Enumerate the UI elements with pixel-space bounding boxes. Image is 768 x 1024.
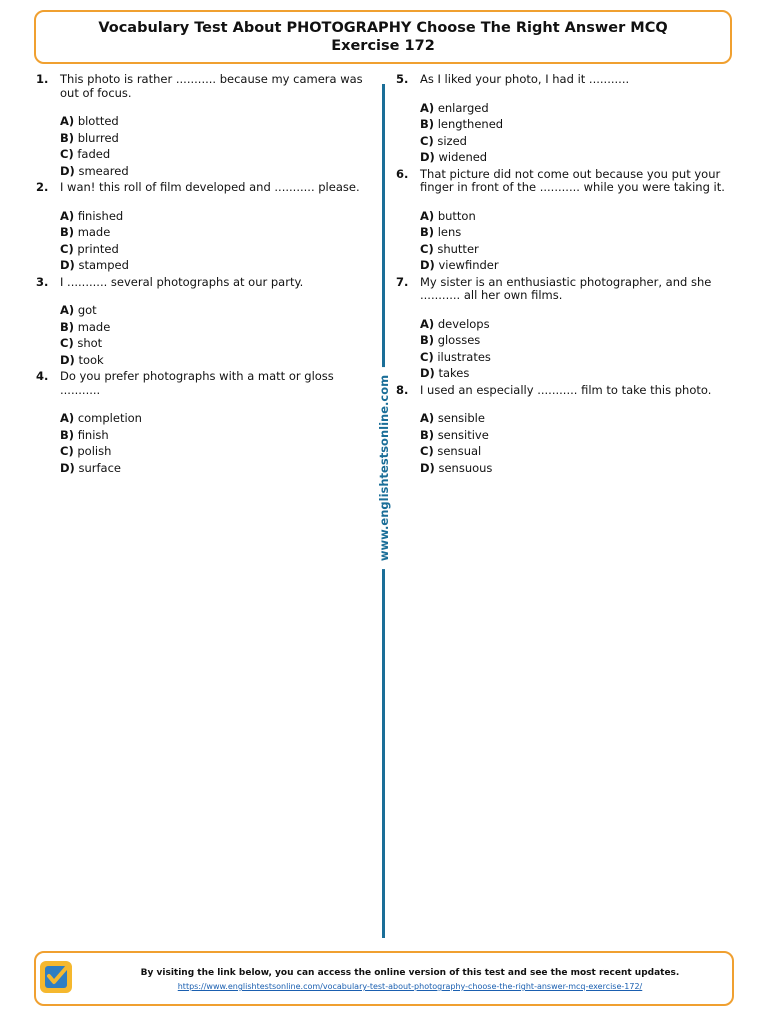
- option[interactable]: [60, 302, 372, 319]
- option-label: B): [420, 225, 435, 239]
- question-number: 7.: [396, 274, 409, 289]
- option-text: made: [77, 225, 111, 239]
- option[interactable]: [420, 427, 736, 444]
- question-number: 6.: [396, 166, 409, 181]
- page-subtitle: Exercise 172: [331, 38, 435, 54]
- option-text: blurred: [77, 130, 119, 145]
- question-number: 5.: [396, 72, 409, 86]
- option-text: took: [78, 352, 104, 367]
- option-label: A): [60, 114, 75, 128]
- options-list: [420, 410, 736, 476]
- option[interactable]: [420, 224, 736, 241]
- option[interactable]: [60, 130, 372, 147]
- option[interactable]: [60, 257, 372, 274]
- question-text: I used an especially ........... film to take this photo.: [420, 382, 712, 397]
- option[interactable]: [60, 163, 372, 180]
- option-label: A): [420, 316, 435, 331]
- question: [36, 181, 372, 274]
- option-text: sized: [437, 133, 467, 148]
- option-label: C): [420, 133, 434, 148]
- option-text: blotted: [77, 114, 119, 128]
- option[interactable]: [60, 460, 372, 477]
- option-text: faded: [77, 147, 111, 161]
- option-text: takes: [438, 366, 470, 380]
- option-text: enlarged: [437, 100, 489, 115]
- option-label: C): [60, 336, 74, 350]
- question: [396, 168, 736, 274]
- question: [396, 276, 736, 382]
- option[interactable]: [420, 443, 736, 460]
- option-label: D): [420, 460, 435, 475]
- option-label: D): [420, 150, 435, 164]
- question-text: This photo is rather ........... because my camera was out of focus.: [60, 72, 363, 100]
- question-number: 2.: [36, 180, 49, 194]
- question: [36, 370, 372, 476]
- options-list: [60, 208, 372, 274]
- option-label: B): [420, 117, 435, 131]
- option[interactable]: [60, 241, 372, 258]
- option[interactable]: [60, 352, 372, 369]
- option[interactable]: [420, 257, 736, 274]
- site-watermark: www.englishtestsonline.com: [377, 367, 391, 569]
- option[interactable]: [60, 146, 372, 163]
- option-label: C): [60, 241, 74, 256]
- option-label: A): [420, 411, 435, 425]
- option-text: surface: [78, 460, 121, 475]
- question: [36, 276, 372, 369]
- option-label: D): [60, 460, 75, 475]
- question-text: As I liked your photo, I had it ...........: [420, 72, 630, 86]
- option[interactable]: [60, 224, 372, 241]
- option-text: printed: [77, 241, 119, 256]
- option-label: B): [60, 130, 75, 145]
- option[interactable]: [420, 349, 736, 366]
- options-list: [60, 410, 372, 476]
- option[interactable]: [420, 149, 736, 166]
- question-text: Do you prefer photographs with a matt or gloss ...........: [60, 369, 334, 397]
- option-text: got: [77, 303, 97, 317]
- option-text: made: [77, 319, 111, 334]
- footer-text: By visiting the link below, you can access the online version of this test and see the most recent updates.: [140, 968, 680, 978]
- question-text: That picture did not come out because you put your finger in front of the ........... while you were taking it.: [420, 166, 725, 194]
- question: [396, 73, 736, 166]
- option-label: D): [60, 258, 75, 272]
- option-label: B): [60, 319, 75, 334]
- footer-box: [34, 951, 734, 1006]
- option-label: A): [60, 411, 75, 425]
- question-text: I ........... several photographs at our party.: [60, 274, 304, 289]
- option-text: lengthened: [437, 117, 504, 131]
- option-text: shutter: [437, 241, 479, 256]
- option-text: finished: [77, 208, 124, 223]
- option-text: button: [437, 208, 476, 223]
- option[interactable]: [420, 133, 736, 150]
- option-text: ilustrates: [437, 349, 491, 364]
- option-text: finish: [77, 427, 109, 442]
- question: [36, 73, 372, 179]
- option-label: A): [60, 303, 75, 317]
- options-list: [60, 302, 372, 368]
- option-text: shot: [77, 336, 103, 350]
- option-label: B): [420, 333, 435, 347]
- option[interactable]: [420, 316, 736, 333]
- option-text: completion: [77, 411, 142, 425]
- options-list: [420, 100, 736, 166]
- option-label: C): [420, 349, 434, 364]
- option[interactable]: [420, 100, 736, 117]
- option[interactable]: [60, 443, 372, 460]
- option[interactable]: [420, 332, 736, 349]
- option[interactable]: [60, 427, 372, 444]
- option-text: widened: [438, 150, 488, 164]
- options-list: [420, 316, 736, 382]
- option-text: viewfinder: [438, 258, 499, 272]
- footer-link[interactable]: https://www.englishtestsonline.com/vocabulary-test-about-photography-choose-the-right-answer-mcq-exercise-172/: [177, 982, 643, 991]
- option-text: sensuous: [438, 460, 493, 475]
- option[interactable]: [420, 460, 736, 477]
- option[interactable]: [420, 365, 736, 382]
- options-list: [420, 208, 736, 274]
- option-label: D): [60, 163, 75, 178]
- option-text: glosses: [437, 333, 481, 347]
- page-title: Vocabulary Test About PHOTOGRAPHY Choose The Right Answer MCQ: [98, 20, 668, 36]
- question-number: 8.: [396, 382, 409, 397]
- option[interactable]: [420, 116, 736, 133]
- question-text: I wan! this roll of film developed and ........... please.: [60, 180, 360, 194]
- option-label: B): [60, 225, 75, 239]
- question: [396, 384, 736, 477]
- option-text: polish: [77, 444, 112, 458]
- option-text: smeared: [78, 163, 129, 178]
- option-label: A): [420, 100, 435, 115]
- option[interactable]: [60, 208, 372, 225]
- option-label: D): [420, 258, 435, 272]
- question-number: 3.: [36, 274, 49, 289]
- option-label: C): [420, 241, 434, 256]
- option-text: sensual: [437, 444, 482, 458]
- option-label: C): [60, 444, 74, 458]
- option[interactable]: [420, 410, 736, 427]
- options-list: [60, 113, 372, 179]
- option-label: C): [60, 147, 74, 161]
- option[interactable]: [420, 241, 736, 258]
- option-label: D): [420, 366, 435, 380]
- right-column: [396, 73, 736, 478]
- title-box: [34, 10, 732, 64]
- option-label: A): [60, 208, 75, 223]
- option-label: B): [420, 427, 435, 442]
- option-text: stamped: [78, 258, 129, 272]
- question-number: 1.: [36, 72, 49, 86]
- option-text: develops: [437, 316, 490, 331]
- left-column: [36, 73, 372, 478]
- checkmark-logo-icon: [40, 961, 72, 993]
- option[interactable]: [60, 335, 372, 352]
- option-label: B): [60, 427, 75, 442]
- option[interactable]: [60, 410, 372, 427]
- option-text: sensible: [437, 411, 485, 425]
- option-text: sensitive: [437, 427, 489, 442]
- question-number: 4.: [36, 369, 49, 383]
- option[interactable]: [60, 113, 372, 130]
- option-label: D): [60, 352, 75, 367]
- option-label: A): [420, 208, 435, 223]
- option-label: C): [420, 444, 434, 458]
- option[interactable]: [420, 208, 736, 225]
- option[interactable]: [60, 319, 372, 336]
- question-text: My sister is an enthusiastic photographer, and she ........... all her own films.: [420, 274, 712, 302]
- option-text: lens: [437, 225, 462, 239]
